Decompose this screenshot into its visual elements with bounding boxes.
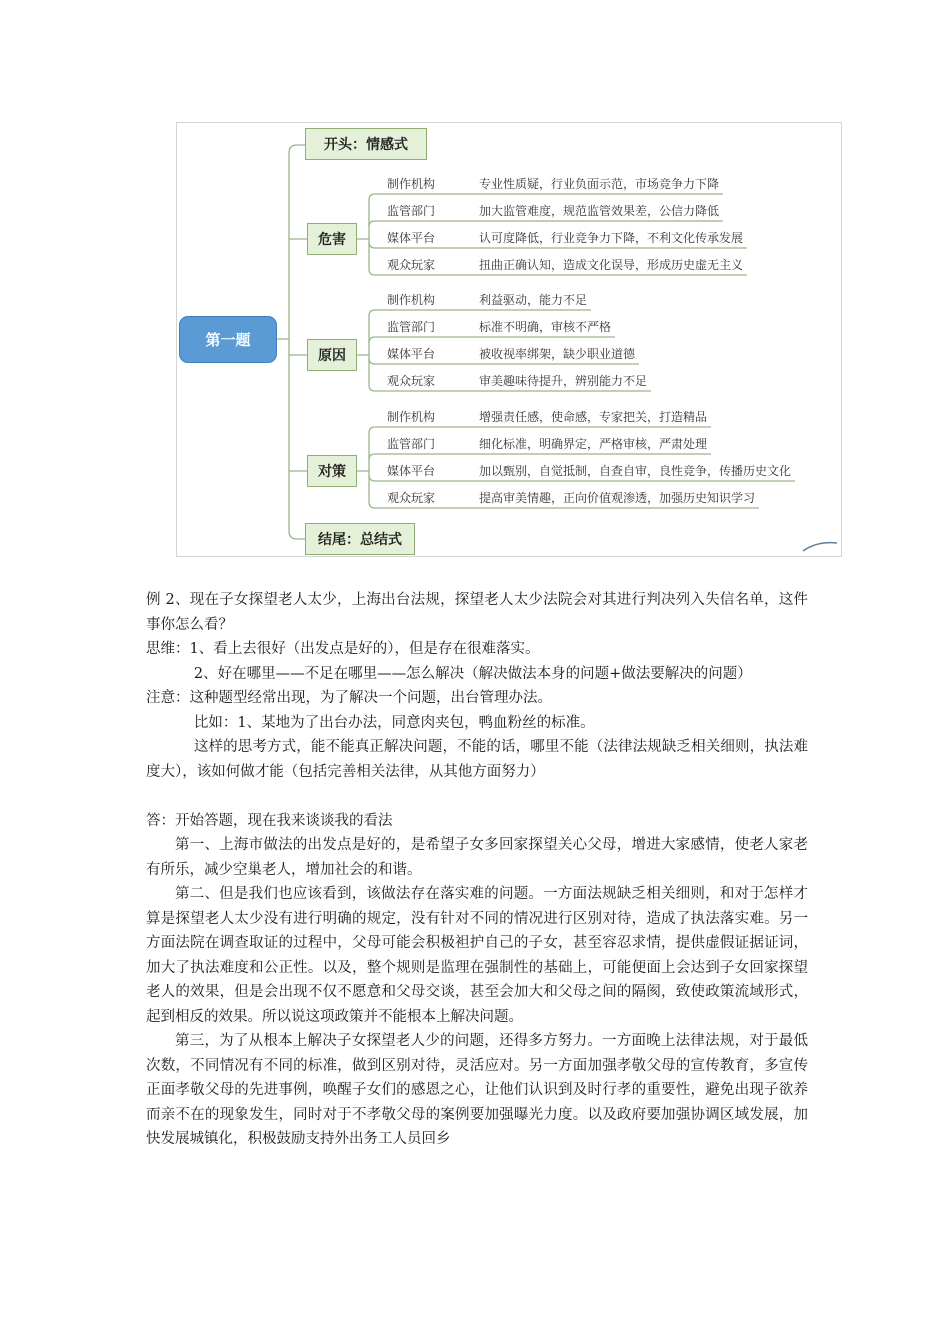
mind-map-sub: 监管部门 xyxy=(387,204,436,218)
answer-point-1: 第一、上海市做法的出发点是好的，是希望子女多回家探望关心父母，增进大家感情，使老人家老有所乐，减少空巢老人，增加社会的和谐。 xyxy=(146,837,808,878)
mind-map-opening: 开头：情感式 xyxy=(305,128,427,160)
document-body xyxy=(146,588,808,1152)
mind-map-detail: 被收视率绑架，缺少职业道德 xyxy=(479,347,636,361)
mind-map-category-countermeasure: 对策 xyxy=(307,455,357,487)
mind-map-detail: 增强责任感，使命感，专家把关，打造精品 xyxy=(479,410,708,424)
mind-map-detail: 扭曲正确认知，造成文化误导，形成历史虚无主义 xyxy=(479,258,744,272)
mind-map-sub: 观众玩家 xyxy=(387,258,436,272)
mind-map-sub: 监管部门 xyxy=(387,320,436,334)
answer-intro: 答：开始答题，现在我来谈谈我的看法 xyxy=(146,812,393,829)
mind-map-sub: 媒体平台 xyxy=(387,464,436,478)
thinking-point-1: 思维：1、看上去很好（出发点是好的），但是存在很难落实。 xyxy=(146,641,540,657)
mind-map-category-harm: 危害 xyxy=(307,223,357,255)
mind-map-detail: 认可度降低，行业竞争力下降，不利文化传承发展 xyxy=(479,231,744,245)
note-example: 比如：1、某地为了出台办法，同意肉夹包，鸭血粉丝的标准。 xyxy=(193,714,595,731)
mind-map-sub: 媒体平台 xyxy=(387,347,436,361)
thinking-point-2: 2、好在哪里——不足在哪里——怎么解决（解决做法本身的问题+做法要解决的问题） xyxy=(193,665,752,682)
example-question: 例 2、现在子女探望老人太少，上海出台法规，探望老人太少法院会对其进行判决列入失信名单，这件事你怎么看？ xyxy=(146,592,808,633)
mind-map-detail: 细化标准，明确界定，严格审核，严肃处理 xyxy=(479,437,708,451)
mind-map-sub: 制作机构 xyxy=(387,177,436,191)
mind-map-detail: 标准不明确，审核不严格 xyxy=(479,320,612,334)
mind-map-ending: 结尾：总结式 xyxy=(305,523,415,555)
mind-map-figure xyxy=(176,122,842,557)
mind-map-sub: 媒体平台 xyxy=(387,231,436,245)
note-thinking: 这样的思考方式，能不能真正解决问题，不能的话，哪里不能（法律法规缺乏相关细则，执法难度大），该如何做才能（包括完善相关法律，从其他方面努力） xyxy=(146,739,808,780)
mind-map-detail: 利益驱动，能力不足 xyxy=(479,293,588,307)
mind-map-detail: 审美趣味待提升，辨别能力不足 xyxy=(479,374,648,388)
mind-map-sub: 制作机构 xyxy=(387,410,436,424)
mind-map-detail: 加大监管难度，规范监管效果差，公信力降低 xyxy=(479,204,720,218)
note: 注意：这种题型经常出现，为了解决一个问题，出台管理办法。 xyxy=(146,690,552,706)
paragraph-gap xyxy=(146,784,808,809)
mind-map-category-cause: 原因 xyxy=(307,339,357,371)
mind-map-sub: 观众玩家 xyxy=(387,491,436,505)
mind-map-sub: 监管部门 xyxy=(387,437,436,451)
answer-point-3: 第三，为了从根本上解决子女探望老人少的问题，还得多方努力。一方面晚上法律法规，对于最低次数，不同情况有不同的标准，做到区别对待，灵活应对。另一方面加强孝敬父母的宣传教育，多宣传正面孝敬父母的先进事例，唤醒子女们的感恩之心，让他们认识到及时行孝的重要性，避免出现子欲养而亲不在的现象发生，同时对于不孝敬父母的案例要加强曝光力度。以及政府要加强协调区域发展，加快发展城镇化，积极鼓励支持外出务工人员回乡 xyxy=(146,1033,808,1147)
mind-map-root: 第一题 xyxy=(179,316,277,363)
answer-point-2: 第二、但是我们也应该看到，该做法存在落实难的问题。一方面法规缺乏相关细则，和对于怎样才算是探望老人太少没有进行明确的规定，没有针对不同的情况进行区别对待，造成了执法落实难。另一方面法院在调查取证的过程中，父母可能会积极袒护自己的子女，甚至容忍求情，提供虚假证据证词，加大了执法难度和公正性。以及，整个规则是监理在强制性的基础上，可能便面上会达到子女回家探望老人的效果，但是会出现不仅不愿意和父母交谈，甚至会加大和父母之间的隔阂，致使政策流域形式，起到相反的效果。所以说这项政策并不能根本上解决问题。 xyxy=(146,886,808,1025)
mind-map-detail: 提高审美情趣，正向价值观渗透，加强历史知识学习 xyxy=(479,491,756,505)
mind-map-sub: 观众玩家 xyxy=(387,374,436,388)
mind-map-detail: 专业性质疑，行业负面示范，市场竞争力下降 xyxy=(479,177,720,191)
mind-map-detail: 加以甄别，自觉抵制，自查自审，良性竞争，传播历史文化 xyxy=(479,464,792,478)
mind-map-sub: 制作机构 xyxy=(387,293,436,307)
